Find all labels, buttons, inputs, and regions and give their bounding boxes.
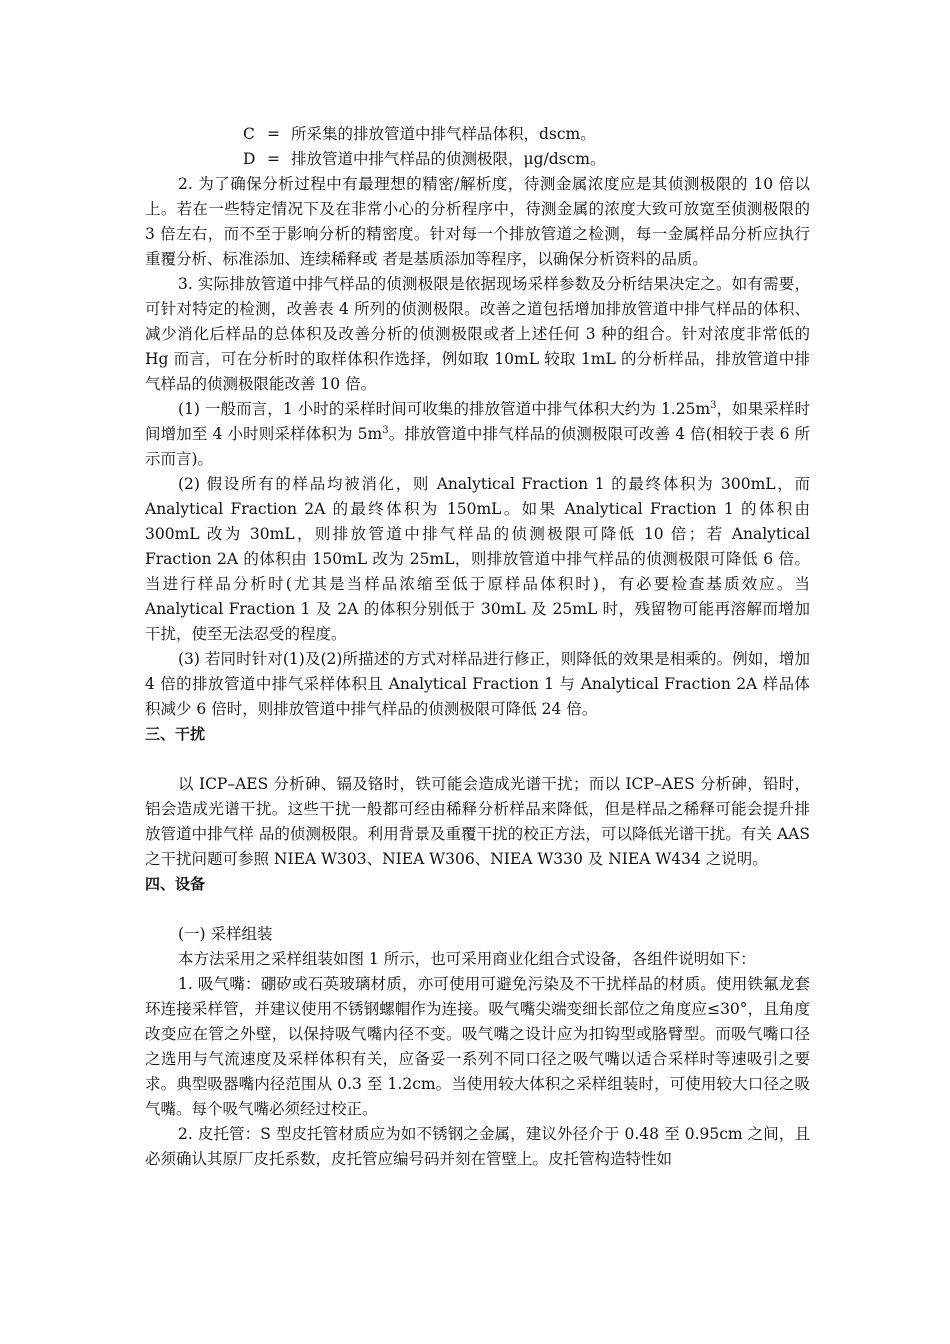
definition-c xyxy=(243,122,810,147)
definition-text: 所采集的排放管道中排气样品体积，dscm。 xyxy=(291,125,596,143)
definition-equals: = xyxy=(267,125,280,143)
paragraph-sampling-volume xyxy=(145,397,810,472)
subsection-heading-sampling: (一) 采样组装 xyxy=(178,925,273,943)
paragraph-digestion: (2) 假设所有的样品均被消化，则 Analytical Fraction 1 的最终体积为 300mL，而 Analytical Fraction 2A 的最终体积为 150mL。如果 Analytical Fraction 1 的体积由 300mL 改为 30mL，则排放管道中排气样品的侦测极限可降低 10 倍；若 Analytical Fraction 2A 的体积由 150mL 改为 25mL，则排放管道中排气样品的侦测极限可降低 6 倍。当进行样品分析时(尤其是当样品浓缩至低于原样品体积时)，有必要检查基质效应。当 Analytical Fraction 1 及 2A 的体积分别低于 30mL 及 25mL 时，残留物可能再溶解而增加干扰，使至无法忍受的程度。 xyxy=(145,475,810,643)
paragraph-sampling-assembly: 本方法采用之采样组装如图 1 所示，也可采用商业化组合式设备，各组件说明如下： xyxy=(178,950,756,968)
superscript: 3 xyxy=(710,400,717,411)
definition-equals: = xyxy=(267,150,280,168)
section-heading-equipment: 四、设备 xyxy=(145,875,206,893)
paragraph-combined-effect: (3) 若同时针对(1)及(2)所描述的方式对样品进行修正，则降低的效果是相乘的。例如，增加 4 倍的排放管道中排气采样体积且 Analytical Fraction 1 与 Analytical Fraction 2A 样品体积减少 6 倍时，则排放管道中排气样品的侦测极限可降低 24 倍。 xyxy=(145,650,810,718)
document-page xyxy=(145,122,810,1172)
paragraph-pitot-tube: 2. 皮托管：S 型皮托管材质应为如不锈钢之金属，建议外径介于 0.48 至 0.95cm 之间，且必须确认其原厂皮托系数，皮托管应编号码并刻在管壁上。皮托管构造特性如 xyxy=(145,1125,810,1168)
definition-symbol: C xyxy=(243,125,255,143)
definition-text: 排放管道中排气样品的侦测极限，μg/dscm。 xyxy=(291,150,606,168)
text-segment: ，如果采样时间增加至 4 小时则采样体积为 5m xyxy=(145,400,810,443)
paragraph-interference: 以 ICP–AES 分析砷、镉及铬时，铁可能会造成光谱干扰；而以 ICP–AES 分析砷，铅时，铝会造成光谱干扰。这些干扰一般都可经由稀释分析样品来降低，但是样品之稀释可能会提升排放管道中排气样 品的侦测极限。利用背景及重覆干扰的校正方法，可以降低光谱干扰。有关 AAS 之干扰问题可参照 NIEA W303、NIEA W306、NIEA W330 及 NIEA W434 之说明。 xyxy=(145,775,810,868)
superscript: 3 xyxy=(382,425,389,436)
paragraph-detection-limit: 3. 实际排放管道中排气样品的侦测极限是依据现场采样参数及分析结果决定之。如有需要，可针对特定的检测，改善表 4 所列的侦测极限。改善之道包括增加排放管道中排气样品的体积、减少消化后样品的总体积及改善分析的侦测极限或者上述任何 3 种的组合。针对浓度非常低的 Hg 而言，可在分析时的取样体积作选择，例如取 10mL 较取 1mL 的分析样品，排放管道中排气样品的侦测极限能改善 10 倍。 xyxy=(145,275,810,393)
text-segment: 。排放管道中排气样品的侦测极限可改善 4 倍(相较于表 6 所示而言)。 xyxy=(145,425,811,468)
paragraph-nozzle: 1. 吸气嘴：硼矽或石英玻璃材质，亦可使用可避免污染及不干扰样品的材质。使用铁氟龙套环连接采样管，并建议使用不锈钢螺帽作为连接。吸气嘴尖端变细长部位之角度应≤30°，且角度改变应在管之外壁，以保持吸气嘴内径不变。吸气嘴之设计应为扣钩型或胳臂型。而吸气嘴口径之选用与气流速度及采样体积有关，应备妥一系列不同口径之吸气嘴以适合采样时等速吸引之要求。典型吸器嘴内径范围从 0.3 至 1.2cm。当使用较大体积之采样组装时，可使用较大口径之吸气嘴。每个吸气嘴必须经过校正。 xyxy=(145,975,810,1118)
text-segment: (1) 一般而言，1 小时的采样时间可收集的排放管道中排气体积大约为 1.25m xyxy=(178,400,711,418)
definition-d xyxy=(243,147,810,172)
section-heading-interference: 三、干扰 xyxy=(145,725,206,743)
paragraph-precision: 2. 为了确保分析过程中有最理想的精密/解析度，待测金属浓度应是其侦测极限的 10 倍以上。若在一些特定情况下及在非常小心的分析程序中，待测金属的浓度大致可放宽至侦测极限的 3 倍左右，而不至于影响分析的精密度。针对每一个排放管道之检测，每一金属样品分析应执行重覆分析、标准添加、连续稀释或 者是基质添加等程序，以确保分析资料的品质。 xyxy=(145,175,810,268)
definition-symbol: D xyxy=(243,150,256,168)
